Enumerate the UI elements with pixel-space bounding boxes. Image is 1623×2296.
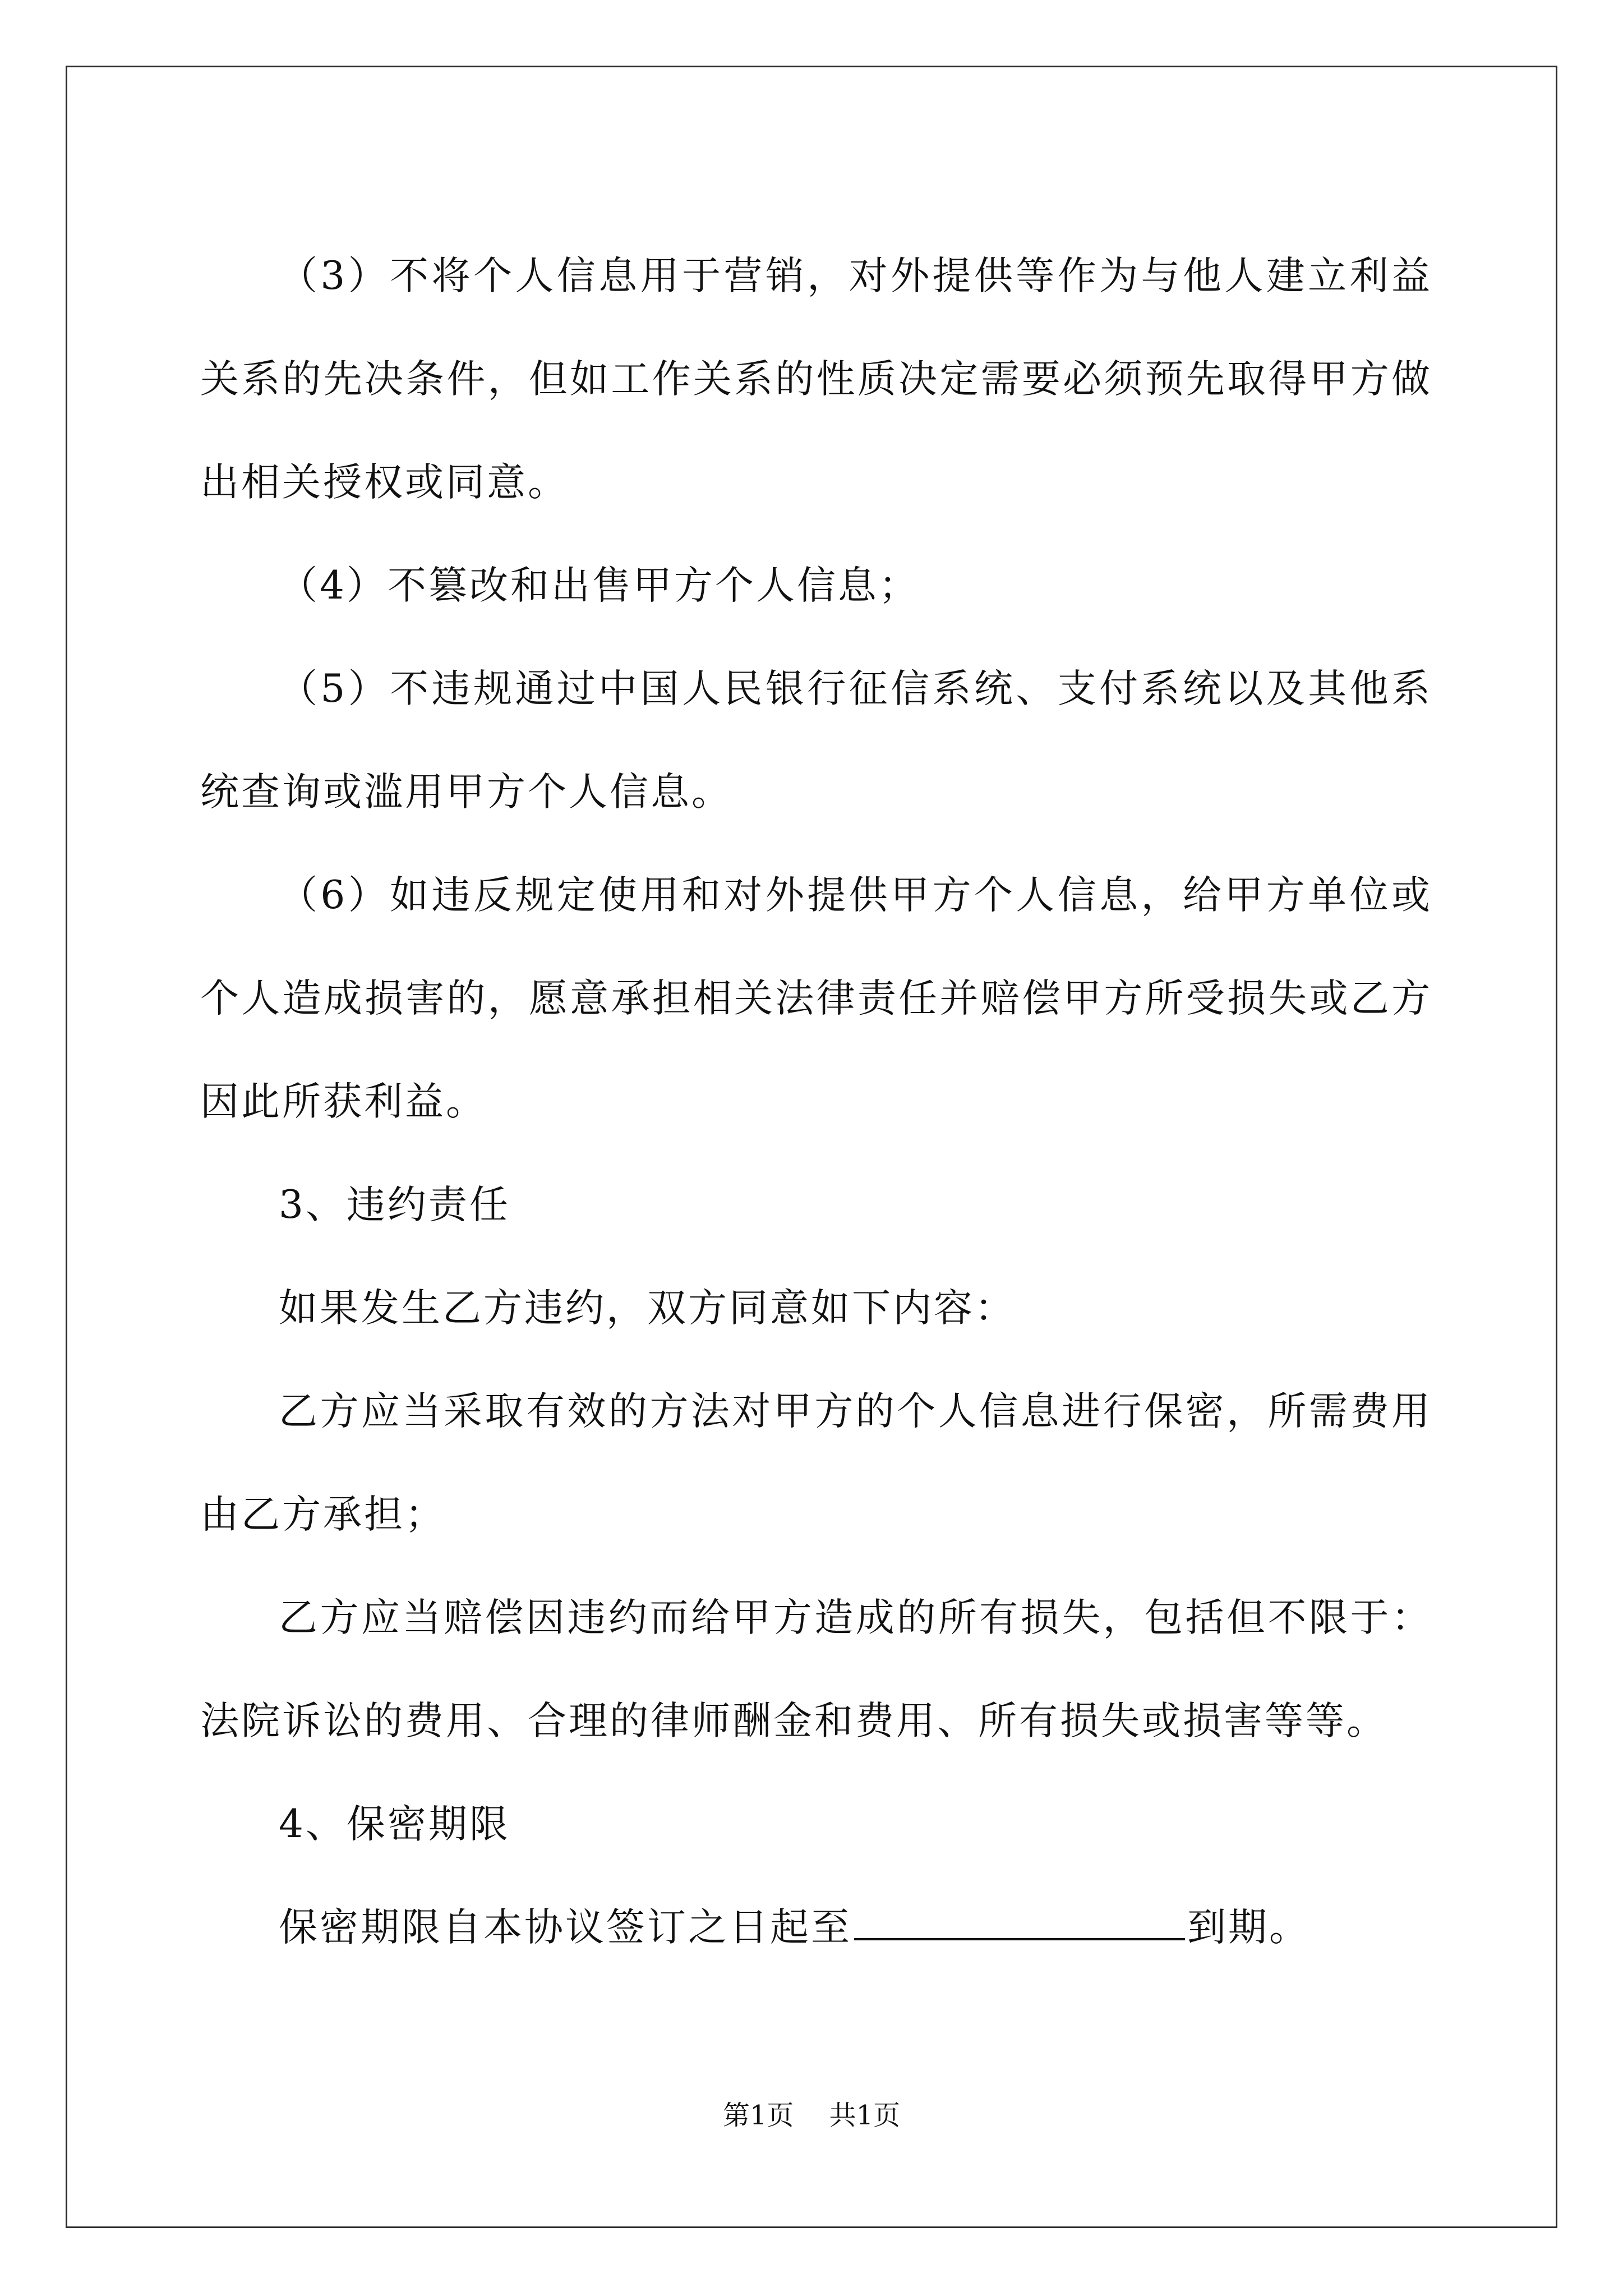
page-total: 共1页	[829, 2100, 901, 2131]
document-body	[200, 224, 1432, 1979]
section-heading-term: 4、保密期限	[279, 1802, 510, 1847]
breach-item-confidentiality-cost: 乙方应当采取有效的方法对甲方的个人信息进行保密，所需费用由乙方承担；	[200, 1389, 1432, 1537]
clause-6: （6）如违反规定使用和对外提供甲方个人信息，给甲方单位或个人造成损害的，愿意承担相关法律责任并赔偿甲方所受损失或乙方因此所获利益。	[200, 873, 1432, 1124]
term-clause-after: 到期。	[1187, 1905, 1310, 1950]
term-clause	[200, 1876, 1432, 1979]
section-heading-breach: 3、违约责任	[279, 1182, 510, 1227]
term-clause-before: 保密期限自本协议签订之日起至	[279, 1905, 852, 1950]
breach-item-compensation: 乙方应当赔偿因违约而给甲方造成的所有损失，包括但不限于：法院诉讼的费用、合理的律师酬金和费用、所有损失或损害等等。	[200, 1595, 1432, 1743]
clause-4: （4）不篡改和出售甲方个人信息；	[279, 563, 920, 608]
page-number: 第1页	[722, 2100, 794, 2131]
breach-intro: 如果发生乙方违约，双方同意如下内容：	[279, 1286, 1016, 1331]
term-end-date-blank	[854, 1906, 1185, 1940]
clause-5: （5）不违规通过中国人民银行征信系统、支付系统以及其他系统查询或滥用甲方个人信息。	[200, 666, 1432, 815]
page-footer	[0, 2093, 1623, 2132]
clause-3: （3）不将个人信息用于营销，对外提供等作为与他人建立利益关系的先决条件，但如工作关系的性质决定需要必须预先取得甲方做出相关授权或同意。	[200, 254, 1432, 505]
